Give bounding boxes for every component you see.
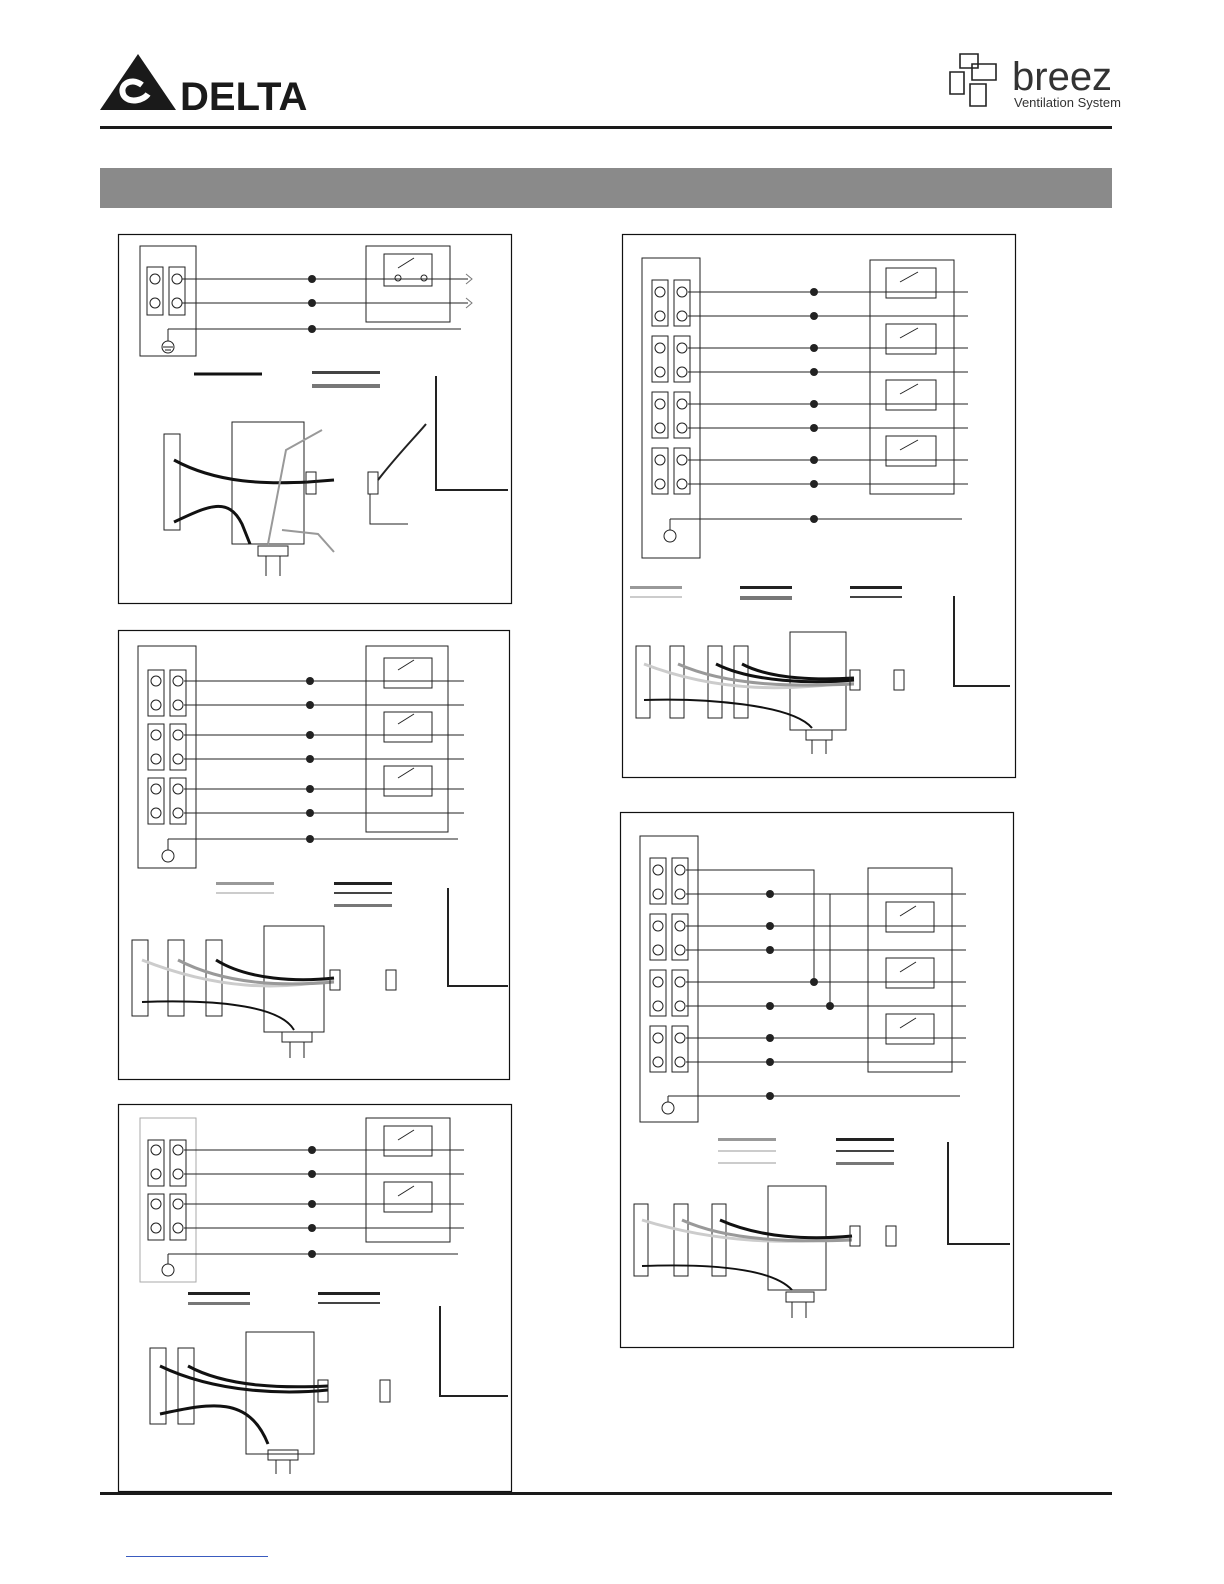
- wiring-diagram-4-switch: [622, 234, 1016, 783]
- wiring-diagram-3-switch: [118, 630, 510, 1085]
- wiring-diagram-2-switch: [118, 1104, 512, 1499]
- delta-logo: [100, 52, 308, 119]
- footer-rule: [100, 1492, 1112, 1495]
- section-title-bar: [100, 168, 1112, 208]
- breez-logo: [946, 50, 1121, 112]
- wiring-diagram-3-switch-alt: [620, 812, 1014, 1353]
- brand-name: DELTA: [180, 75, 308, 119]
- wiring-diagram-1-switch: [118, 234, 512, 609]
- breez-tagline: Ventilation System: [1014, 95, 1121, 110]
- breez-wordmark: breez: [1012, 55, 1113, 99]
- header-rule: [100, 126, 1112, 129]
- footer-link-underline[interactable]: [126, 1556, 268, 1557]
